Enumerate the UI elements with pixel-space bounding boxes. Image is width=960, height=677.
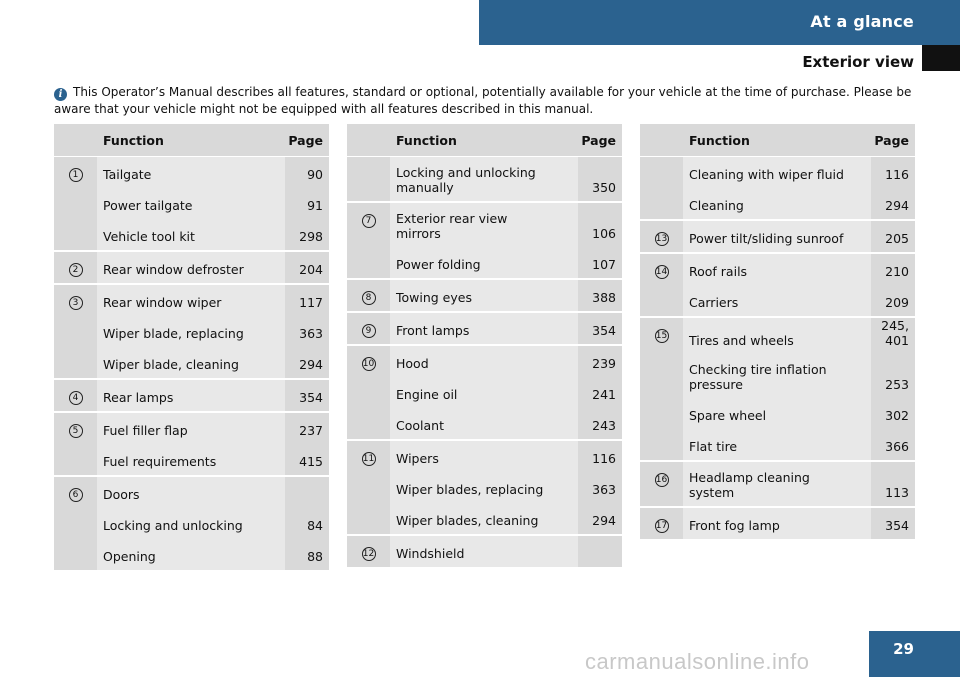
function-name: Exterior rear view mirrors [396, 211, 508, 241]
item-number-cell [640, 219, 683, 252]
entries-cell [390, 311, 622, 344]
page-reference: 294 [299, 357, 323, 372]
page-reference: 354 [885, 518, 909, 533]
page-reference: 84 [307, 518, 323, 533]
function-name: Headlamp cleaning system [689, 470, 810, 500]
list-item [683, 398, 915, 429]
function-name: Locking and unlocking [103, 518, 243, 533]
function-name: Locking and unlocking manually [396, 165, 536, 195]
page-reference: 90 [307, 167, 323, 182]
list-item [390, 203, 622, 247]
page-reference: 205 [885, 231, 909, 246]
function-name: Wipers [396, 451, 439, 466]
entries-cell [97, 250, 329, 283]
list-item [97, 477, 329, 508]
page-reference: 298 [299, 229, 323, 244]
table-header-row [54, 124, 329, 157]
list-item [97, 508, 329, 539]
table-row [640, 252, 915, 316]
list-item [97, 347, 329, 378]
entries-cell [97, 157, 329, 250]
page-reference: 237 [299, 423, 323, 438]
function-name: Wiper blades, cleaning [396, 513, 539, 528]
page-reference: 363 [299, 326, 323, 341]
item-number-badge: 10 [362, 359, 375, 369]
table-row [347, 534, 622, 567]
list-item [97, 285, 329, 316]
list-item [97, 539, 329, 570]
page-reference: 366 [885, 439, 909, 454]
table-row [640, 157, 915, 219]
page-reference: 241 [592, 387, 616, 402]
table-row [640, 506, 915, 539]
header-number-cell [347, 124, 390, 157]
list-item [97, 316, 329, 347]
list-item [683, 188, 915, 219]
item-number-badge: 3 [69, 296, 83, 310]
entries-cell [683, 316, 915, 460]
entries-cell [683, 460, 915, 506]
entries-cell [390, 534, 622, 567]
list-item [390, 503, 622, 534]
item-number-badge: 2 [69, 263, 83, 277]
item-number-badge: 13 [655, 234, 668, 244]
function-name: Front lamps [396, 323, 470, 338]
table-row [54, 411, 329, 475]
header-function: Function [683, 124, 824, 157]
entries-cell [97, 378, 329, 411]
function-name: Power tailgate [103, 198, 193, 213]
list-item [390, 157, 622, 201]
info-icon: i [54, 88, 67, 101]
page-reference: 243 [592, 418, 616, 433]
page-number-box [869, 631, 960, 677]
function-name: Roof rails [689, 264, 748, 279]
page-reference: 116 [592, 451, 616, 466]
entries-cell [390, 439, 622, 534]
page-reference: 302 [885, 408, 909, 423]
list-item [390, 408, 622, 439]
function-name: Rear window wiper [103, 295, 222, 310]
table-row [347, 201, 622, 278]
function-name: Engine oil [396, 387, 458, 402]
item-number-cell [640, 316, 683, 460]
page-reference: 116 [885, 167, 909, 182]
table-row [54, 378, 329, 411]
entries-cell [683, 506, 915, 539]
page-reference: 106 [592, 226, 616, 241]
function-table-3 [640, 124, 915, 539]
entries-cell [390, 157, 622, 201]
function-name: Fuel filler flap [103, 423, 188, 438]
item-number-badge: 17 [655, 521, 668, 531]
info-text: This Operator’s Manual describes all features, standard or optional, potentially available for your vehicle at the time of purchase. Please be aware that your vehicle might not be equipped with all features described in this manual. [54, 85, 912, 116]
list-item [683, 354, 915, 398]
item-number-cell [54, 378, 97, 411]
function-name: Rear lamps [103, 390, 174, 405]
section-tab-marker [922, 45, 960, 71]
function-name: Coolant [396, 418, 444, 433]
function-name: Power folding [396, 257, 481, 272]
list-item [390, 280, 622, 311]
watermark: carmanualsonline.info [585, 649, 810, 674]
page-reference: 113 [885, 485, 909, 500]
list-item [97, 219, 329, 250]
list-item [683, 285, 915, 316]
page-reference: 88 [307, 549, 323, 564]
function-name: Fuel requirements [103, 454, 217, 469]
function-name: Cleaning [689, 198, 744, 213]
header-number-cell [640, 124, 683, 157]
entries-cell [390, 278, 622, 311]
item-number-badge: 5 [69, 424, 83, 438]
item-number-badge: 12 [362, 549, 375, 559]
item-number-badge: 7 [362, 214, 376, 228]
table-row [54, 250, 329, 283]
item-number-cell [640, 157, 683, 219]
function-name: Spare wheel [689, 408, 767, 423]
item-number-badge: 14 [655, 267, 668, 277]
entries-cell [97, 283, 329, 378]
function-name: Rear window defroster [103, 262, 244, 277]
table-row [347, 157, 622, 201]
table-header-row [640, 124, 915, 157]
page-reference [584, 561, 616, 567]
function-name: Opening [103, 549, 156, 564]
list-item [683, 157, 915, 188]
item-number-badge: 16 [655, 475, 668, 485]
page-reference: 204 [299, 262, 323, 277]
list-item [683, 508, 915, 539]
item-number-badge: 1 [69, 168, 83, 182]
page-reference: 294 [592, 513, 616, 528]
function-name: Hood [396, 356, 429, 371]
item-number-cell [54, 157, 97, 250]
item-number-cell [347, 311, 390, 344]
table-row [347, 278, 622, 311]
list-item [97, 157, 329, 188]
list-item [390, 346, 622, 377]
item-number-cell [640, 506, 683, 539]
table-row [54, 157, 329, 250]
list-item [390, 536, 622, 567]
function-name: Carriers [689, 295, 739, 310]
header-page: Page [824, 124, 915, 157]
item-number-cell [347, 157, 390, 201]
list-item [683, 429, 915, 460]
item-number-badge: 11 [362, 454, 375, 464]
entries-cell [683, 219, 915, 252]
table-row [347, 439, 622, 534]
list-item [97, 188, 329, 219]
entries-cell [683, 157, 915, 219]
table-row [347, 344, 622, 439]
list-item [97, 380, 329, 411]
item-number-badge: 8 [362, 291, 376, 305]
table-row [347, 311, 622, 344]
page-reference: 209 [885, 295, 909, 310]
table-header-row [347, 124, 622, 157]
function-name: Cleaning with wiper fluid [689, 167, 844, 182]
list-item [390, 472, 622, 503]
page-reference: 91 [307, 198, 323, 213]
header-page: Page [238, 124, 329, 157]
function-name: Front fog lamp [689, 518, 780, 533]
entries-cell [683, 252, 915, 316]
function-name: Towing eyes [396, 290, 472, 305]
page-reference: 363 [592, 482, 616, 497]
item-number-cell [640, 460, 683, 506]
entries-cell [97, 411, 329, 475]
info-note [54, 84, 916, 118]
item-number-cell [54, 283, 97, 378]
page-reference: 294 [885, 198, 909, 213]
entries-cell [390, 344, 622, 439]
header-function: Function [97, 124, 238, 157]
item-number-cell [347, 201, 390, 278]
page-reference: 388 [592, 290, 616, 305]
list-item [390, 441, 622, 472]
list-item [683, 254, 915, 285]
item-number-badge: 4 [69, 391, 83, 405]
item-number-cell [347, 344, 390, 439]
item-number-badge: 15 [655, 331, 668, 341]
table-row [640, 460, 915, 506]
table-row [640, 219, 915, 252]
list-item [683, 462, 915, 506]
list-item [683, 221, 915, 252]
item-number-cell [54, 475, 97, 570]
item-number-badge: 6 [69, 488, 83, 502]
function-name: Checking tire inflation pressure [689, 362, 827, 392]
page-reference [291, 502, 323, 508]
entries-cell [97, 475, 329, 570]
item-number-cell [347, 278, 390, 311]
list-item [97, 444, 329, 475]
list-item [97, 252, 329, 283]
page-reference: 107 [592, 257, 616, 272]
header-number-cell [54, 124, 97, 157]
function-name: Vehicle tool kit [103, 229, 195, 244]
function-name: Tires and wheels [689, 333, 794, 348]
function-name: Tailgate [103, 167, 152, 182]
item-number-cell [54, 250, 97, 283]
function-name: Wiper blades, replacing [396, 482, 544, 497]
page-reference: 245, 401 [881, 318, 909, 348]
page-reference: 350 [592, 180, 616, 195]
page-reference: 253 [885, 377, 909, 392]
page-reference: 117 [299, 295, 323, 310]
section-title: Exterior view [802, 53, 914, 71]
list-item [97, 413, 329, 444]
function-name: Flat tire [689, 439, 738, 454]
function-name: Windshield [396, 546, 465, 561]
function-table-1 [54, 124, 329, 570]
table-row [640, 316, 915, 460]
function-name: Wiper blade, replacing [103, 326, 244, 341]
page-reference: 415 [299, 454, 323, 469]
page-reference: 354 [299, 390, 323, 405]
item-number-cell [347, 534, 390, 567]
item-number-cell [640, 252, 683, 316]
list-item [390, 313, 622, 344]
list-item [683, 318, 915, 354]
page-number: 29 [893, 640, 914, 658]
item-number-cell [54, 411, 97, 475]
page-reference: 239 [592, 356, 616, 371]
header-page: Page [531, 124, 622, 157]
function-name: Wiper blade, cleaning [103, 357, 239, 372]
list-item [390, 377, 622, 408]
item-number-badge: 9 [362, 324, 376, 338]
function-table-2 [347, 124, 622, 567]
list-item [390, 247, 622, 278]
function-name: Doors [103, 487, 140, 502]
entries-cell [390, 201, 622, 278]
item-number-cell [347, 439, 390, 534]
page-reference: 354 [592, 323, 616, 338]
header-function: Function [390, 124, 531, 157]
chapter-title: At a glance [810, 12, 914, 31]
table-row [54, 475, 329, 570]
page-reference: 210 [885, 264, 909, 279]
function-name: Power tilt/sliding sunroof [689, 231, 844, 246]
table-row [54, 283, 329, 378]
